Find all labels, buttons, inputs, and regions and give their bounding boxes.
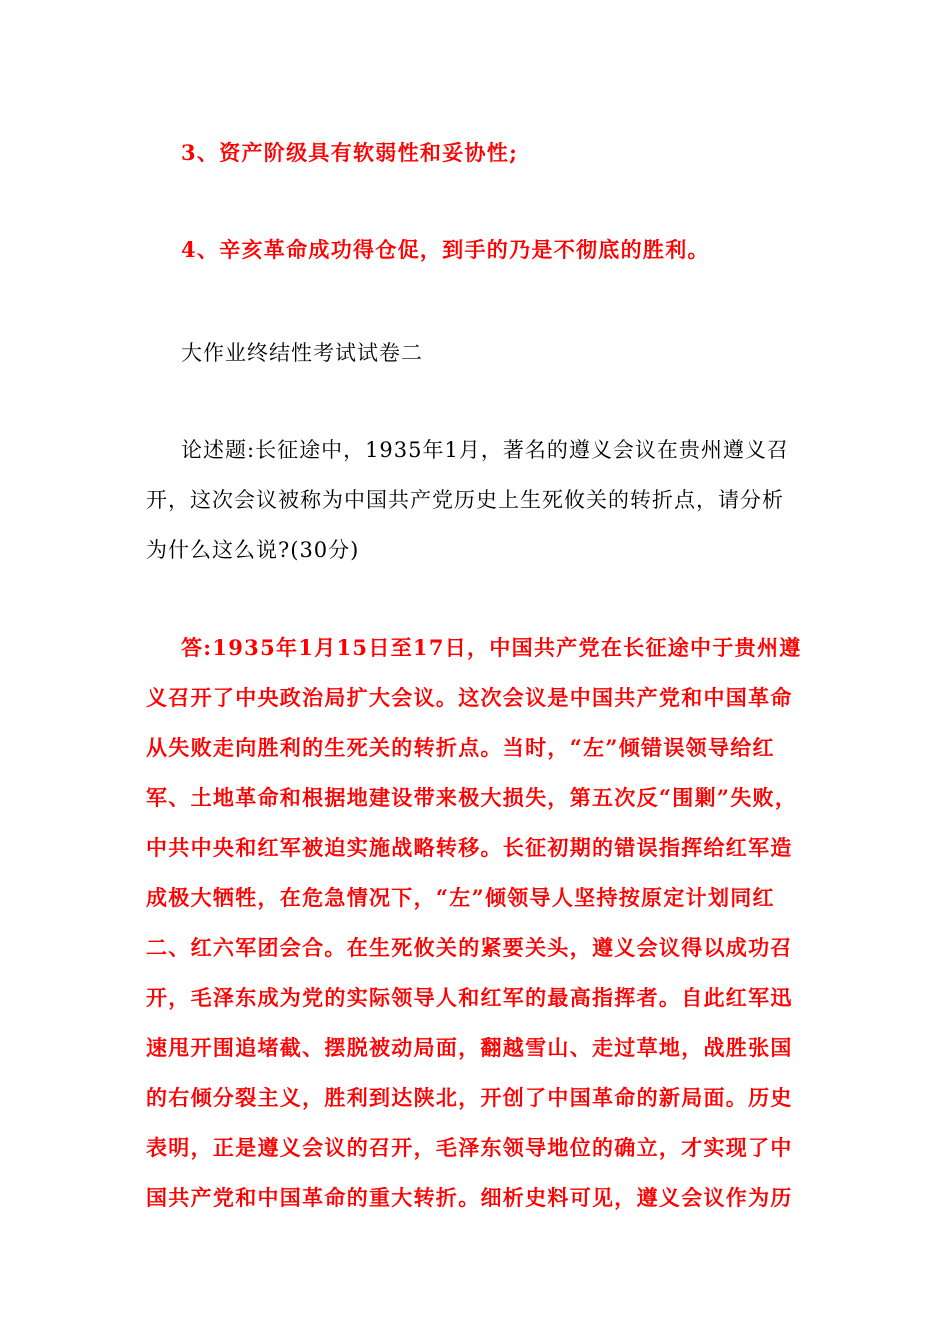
answer-line: 军、土地革命和根据地建设带来极大损失，第五次反“围剿”失败，	[146, 785, 798, 810]
answer-line: 成极大牺牲，在危急情况下，“左”倾领导人坚持按原定计划同红	[146, 885, 775, 910]
answer-line: 二、红六军团会合。在生死攸关的紧要关头，遵义会议得以成功召	[146, 935, 793, 960]
answer-line: 开，毛泽东成为党的实际领导人和红军的最高指挥者。自此红军迅	[146, 985, 793, 1010]
question-line: 开，这次会议被称为中国共产党历史上生死攸关的转折点，请分析	[146, 488, 784, 512]
answer-line: 的右倾分裂主义，胜利到达陕北，开创了中国革命的新局面。历史	[146, 1085, 793, 1110]
question-line: 为什么这么说?(30分)	[146, 538, 360, 562]
question-line: 论述题:长征途中，1935年1月，著名的遵义会议在贵州遵义召	[181, 438, 789, 462]
answer-line: 速甩开围追堵截、摆脱被动局面，翻越雪山、走过草地，战胜张国	[146, 1035, 793, 1060]
answer-point-4: 4、辛亥革命成功得仓促，到手的乃是不彻底的胜利。	[181, 237, 710, 262]
section-title: 大作业终结性考试试卷二	[181, 341, 423, 365]
answer-point-3: 3、资产阶级具有软弱性和妥协性;	[181, 140, 519, 165]
answer-line: 从失败走向胜利的生死关的转折点。当时，“左”倾错误领导给红	[146, 735, 775, 760]
answer-line: 答:1935年1月15日至17日，中国共产党在长征途中于贵州遵	[181, 635, 802, 660]
answer-line: 义召开了中央政治局扩大会议。这次会议是中国共产党和中国革命	[146, 685, 793, 710]
answer-line: 中共中央和红军被迫实施战略转移。长征初期的错误指挥给红军造	[146, 835, 793, 860]
answer-line: 国共产党和中国革命的重大转折。细析史料可见，遵义会议作为历	[146, 1185, 793, 1210]
answer-line: 表明，正是遵义会议的召开，毛泽东领导地位的确立，才实现了中	[146, 1135, 793, 1160]
